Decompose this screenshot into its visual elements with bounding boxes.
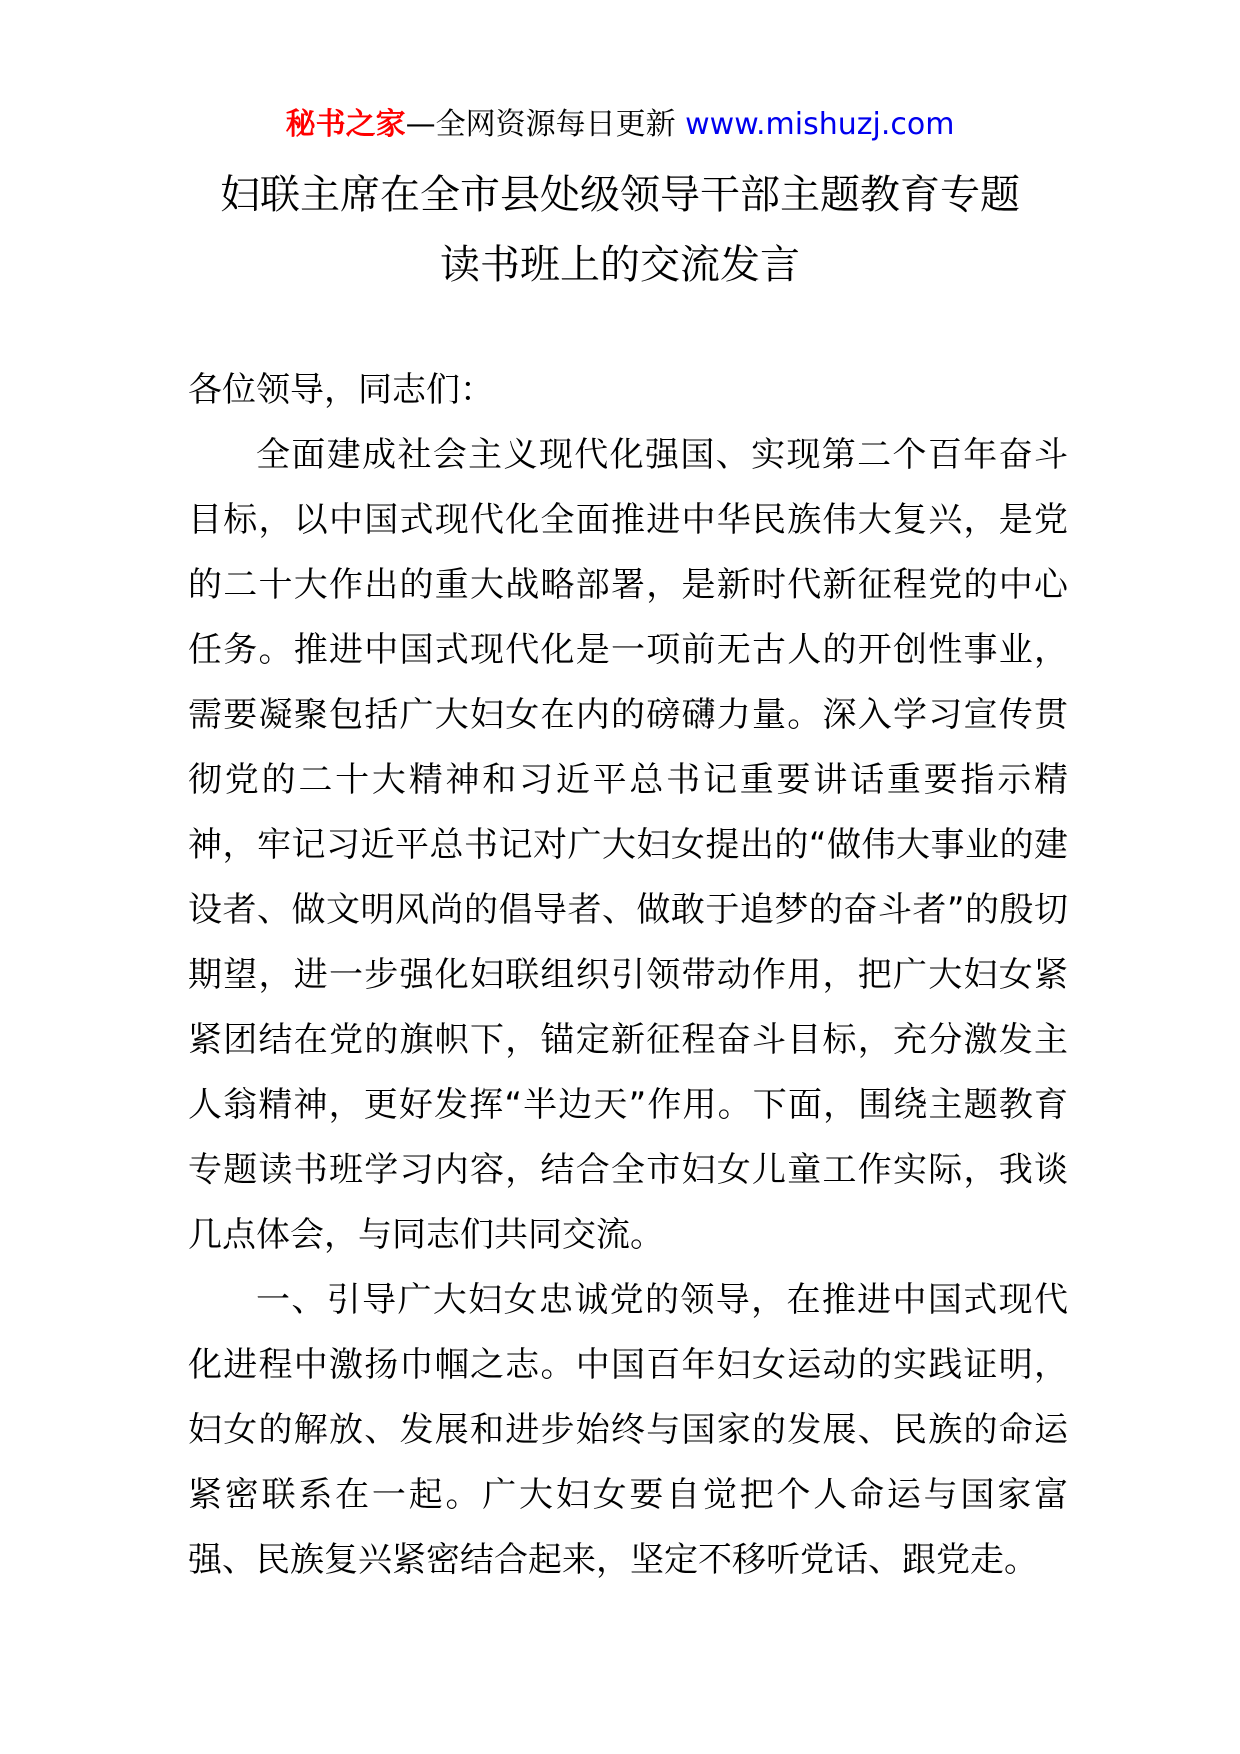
document-body xyxy=(188,358,1068,1593)
paragraph-intro: 全面建成社会主义现代化强国、实现第二个百年奋斗目标，以中国式现代化全面推进中华民族伟大复兴，是党的二十大作出的重大战略部署，是新时代新征程党的中心任务。推进中国式现代化是一项前无古人的开创性事业，需要凝聚包括广大妇女在内的磅礴力量。深入学习宣传贯彻党的二十大精神和习近平总书记重要讲话重要指示精神，牢记习近平总书记对广大妇女提出的“做伟大事业的建设者、做文明风尚的倡导者、做敢于追梦的奋斗者”的殷切期望，进一步强化妇联组织引领带动作用，把广大妇女紧紧团结在党的旗帜下，锚定新征程奋斗目标，充分激发主人翁精神，更好发挥“半边天”作用。下面，围绕主题教育专题读书班学习内容，结合全市妇女儿童工作实际，我谈几点体会，与同志们共同交流。 xyxy=(188,435,1068,1255)
site-header xyxy=(0,100,1240,150)
paragraph-section-1: 一、引导广大妇女忠诚党的领导，在推进中国式现代化进程中激扬巾帼之志。中国百年妇女运动的实践证明，妇女的解放、发展和进步始终与国家的发展、民族的命运紧密联系在一起。广大妇女要自觉把个人命运与国家富强、民族复兴紧密结合起来，坚定不移听党话、跟党走。 xyxy=(188,1280,1068,1580)
document-title-line-2: 读书班上的交流发言 xyxy=(440,242,800,288)
document-title xyxy=(120,160,1120,300)
site-brand: 秘书之家 xyxy=(285,107,406,142)
site-url-link[interactable]: www.mishuzj.com xyxy=(685,107,955,142)
site-tagline: —全网资源每日更新 xyxy=(405,107,676,142)
salutation: 各位领导，同志们： xyxy=(188,370,494,410)
document-title-line-1: 妇联主席在全市县处级领导干部主题教育专题 xyxy=(220,172,1020,218)
